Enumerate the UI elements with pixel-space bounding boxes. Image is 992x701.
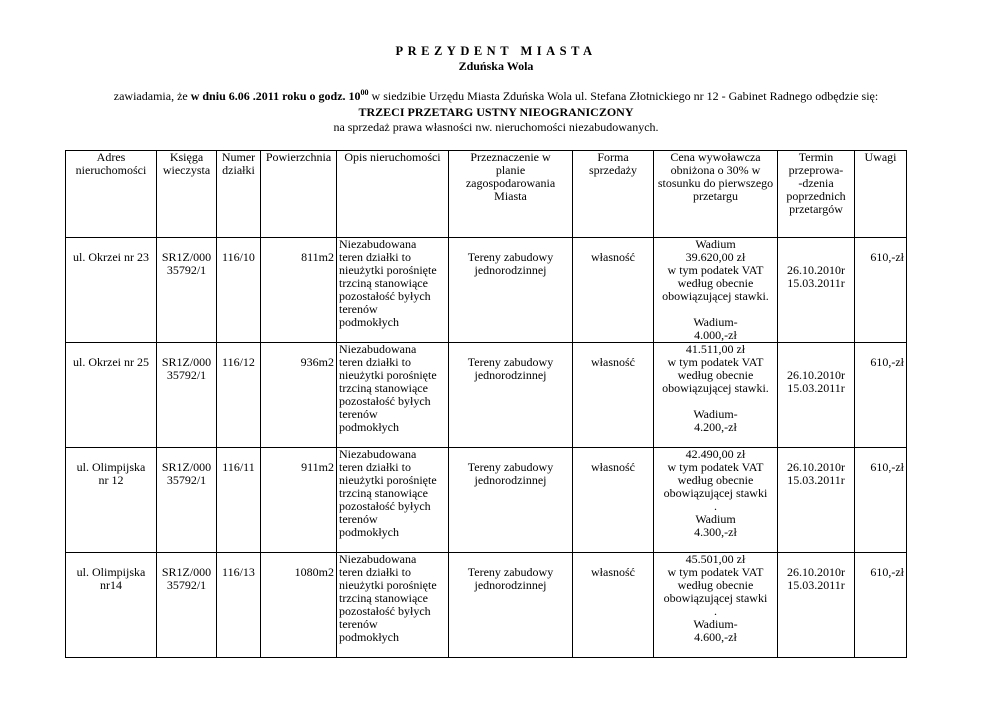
cell-area: 811m2 <box>261 238 337 343</box>
cell-address: ul. Okrzei nr 23 <box>66 238 157 343</box>
cell-dates: 26.10.2010r 15.03.2011r <box>778 553 855 658</box>
cell-area: 936m2 <box>261 343 337 448</box>
cell-plot: 116/11 <box>217 448 261 553</box>
table-header-row <box>66 151 907 238</box>
table-row <box>66 238 907 343</box>
cell-dates: 26.10.2010r 15.03.2011r <box>778 448 855 553</box>
col-header-address: Adres nieruchomości <box>66 151 157 238</box>
cell-kw: SR1Z/000 35792/1 <box>157 343 217 448</box>
notice-pre: zawiadamia, że <box>113 89 191 103</box>
document-title: PREZYDENT MIASTA <box>395 44 597 58</box>
properties-table <box>65 150 907 658</box>
notice-paragraph <box>0 89 992 104</box>
cell-notes: 610,-zł <box>855 448 907 553</box>
cell-area: 911m2 <box>261 448 337 553</box>
col-header-kw: Księga wieczysta <box>157 151 217 238</box>
cell-plot: 116/12 <box>217 343 261 448</box>
document-subtitle: Zduńska Wola <box>458 59 534 73</box>
cell-plot: 116/10 <box>217 238 261 343</box>
cell-address: ul. Olimpijska nr14 <box>66 553 157 658</box>
notice-time-sup: 00 <box>360 88 369 97</box>
cell-dates: 26.10.2010r 15.03.2011r <box>778 238 855 343</box>
cell-notes: 610,-zł <box>855 238 907 343</box>
cell-price: 45.501,00 zł w tym podatek VAT według obecnie obowiązującej stawki . Wadium- 4.600,-zł <box>654 553 778 658</box>
col-header-form: Forma sprzedaży <box>573 151 654 238</box>
cell-description: Niezabudowana teren działki to nieużytki porośnięte trzciną stanowiące pozostałość byłych terenów podmokłych <box>337 553 449 658</box>
cell-description: Niezabudowana teren działki to nieużytki porośnięte trzciną stanowiące pozostałość byłych terenów podmokłych <box>337 343 449 448</box>
cell-purpose: Tereny zabudowy jednorodzinnej <box>449 343 573 448</box>
auction-heading: TRZECI PRZETARG USTNY NIEOGRANICZONY <box>358 105 634 119</box>
cell-notes: 610,-zł <box>855 343 907 448</box>
table-row <box>66 343 907 448</box>
cell-price: Wadium 39.620,00 zł w tym podatek VAT według obecnie obowiązującej stawki. Wadium- 4.000,-zł <box>654 238 778 343</box>
col-header-price: Cena wywoławcza obniżona o 30% w stosunku do pierwszego przetargu <box>654 151 778 238</box>
cell-notes: 610,-zł <box>855 553 907 658</box>
cell-area: 1080m2 <box>261 553 337 658</box>
cell-address: ul. Okrzei nr 25 <box>66 343 157 448</box>
notice-post: w siedzibie Urzędu Miasta Zduńska Wola ul. Stefana Złotnickiego nr 12 - Gabinet Radnego odbędzie się: <box>368 89 879 103</box>
cell-purpose: Tereny zabudowy jednorodzinnej <box>449 553 573 658</box>
cell-purpose: Tereny zabudowy jednorodzinnej <box>449 448 573 553</box>
table-row <box>66 448 907 553</box>
notice-date: w dniu 6.06 .2011 roku o godz. 10 <box>190 89 361 103</box>
cell-kw: SR1Z/000 35792/1 <box>157 238 217 343</box>
cell-form: własność <box>573 553 654 658</box>
cell-description: Niezabudowana teren działki to nieużytki porośnięte trzciną stanowiące pozostałość byłych terenów podmokłych <box>337 238 449 343</box>
col-header-plot: Numer działki <box>217 151 261 238</box>
cell-description: Niezabudowana teren działki to nieużytki porośnięte trzciną stanowiące pozostałość byłych terenów podmokłych <box>337 448 449 553</box>
col-header-notes: Uwagi <box>855 151 907 238</box>
col-header-dates: Termin przeprowa- -dzenia poprzednich przetargów <box>778 151 855 238</box>
cell-address: ul. Olimpijska nr 12 <box>66 448 157 553</box>
cell-plot: 116/13 <box>217 553 261 658</box>
cell-price: 41.511,00 zł w tym podatek VAT według obecnie obowiązującej stawki. Wadium- 4.200,-zł <box>654 343 778 448</box>
table-row <box>66 553 907 658</box>
auction-subheading: na sprzedaż prawa własności nw. nieruchomości niezabudowanych. <box>333 120 659 134</box>
cell-form: własność <box>573 343 654 448</box>
col-header-purpose: Przeznaczenie w planie zagospodarowania Miasta <box>449 151 573 238</box>
cell-form: własność <box>573 448 654 553</box>
cell-kw: SR1Z/000 35792/1 <box>157 448 217 553</box>
col-header-area: Powierzchnia <box>261 151 337 238</box>
cell-purpose: Tereny zabudowy jednorodzinnej <box>449 238 573 343</box>
cell-form: własność <box>573 238 654 343</box>
col-header-description: Opis nieruchomości <box>337 151 449 238</box>
cell-kw: SR1Z/000 35792/1 <box>157 553 217 658</box>
cell-price: 42.490,00 zł w tym podatek VAT według obecnie obowiązującej stawki . Wadium 4.300,-zł <box>654 448 778 553</box>
cell-dates: 26.10.2010r 15.03.2011r <box>778 343 855 448</box>
